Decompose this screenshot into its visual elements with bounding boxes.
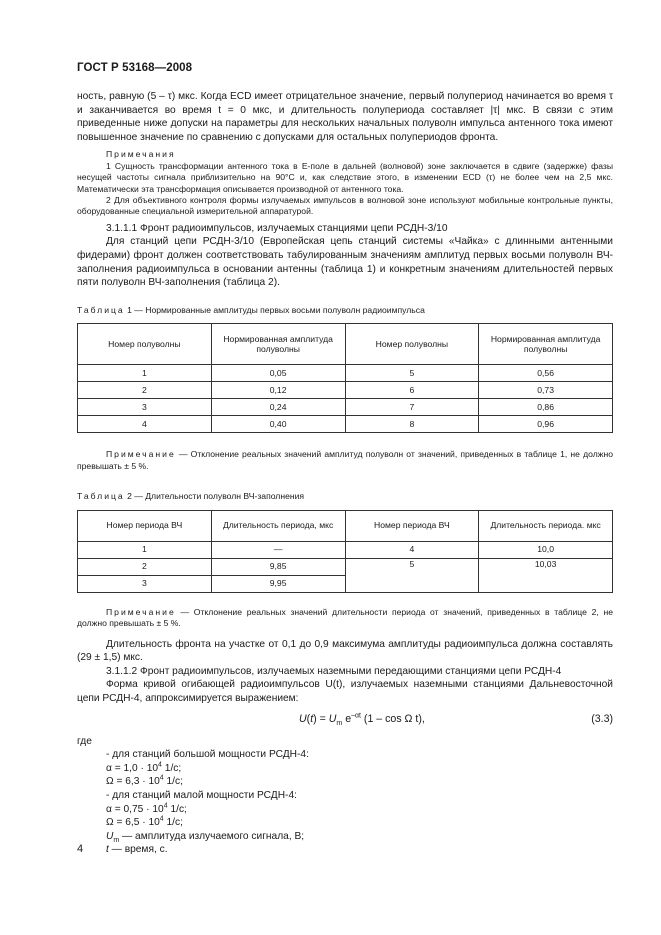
table-row (78, 382, 613, 399)
table-cell: 2 (78, 382, 212, 399)
table1-label: Таблица (77, 304, 125, 315)
table-header-cell: Нормированная амплитуда полуволны (211, 324, 345, 365)
table-cell: 5 (345, 365, 479, 382)
variable-omega-big: $\Omega = 6,3 \cdot 10^4$ 1/с; (106, 774, 183, 788)
page-content (77, 90, 613, 857)
section-3112-text: Форма кривой огибающей радиоимпульсов U(t), излучаемых наземными станциями Дальневосточной цепи РСДН-4, аппроксимируется выражением: (77, 679, 613, 704)
table1-note-text: — Отклонение реальных значений амплитуд полуволн от значений, приведенных в таблице 1, не должно превышать ± 5 %. (77, 449, 613, 471)
section-3111-title: 3.1.1.1 Фронт радиоимпульсов, излучаемых станциями цепи РСДН-3/10 (106, 222, 448, 234)
variable-um: $U_m$ — амплитуда излучаемого сигнала, В; (106, 830, 305, 844)
table2-note-text: — Отклонение реальных значений длительности периода от значений, приведенных в таблице 2, не должно превышать ± 5 %. (77, 606, 613, 629)
where-label: где (77, 735, 92, 747)
notes-block (77, 149, 613, 217)
front-duration-text: Длительность фронта на участке от 0,1 до 0,9 максимума амплитуды радиоимпульса должна составлять (29 ± 1,5) мкс. (77, 638, 613, 664)
notes-heading: Примечания (106, 149, 176, 160)
table-header-cell: Длительность периода. мкс (479, 510, 613, 541)
table2-caption-text: 2 — Длительности полуволн ВЧ-заполнения (127, 491, 305, 502)
table-header-row (78, 324, 613, 365)
table-cell: 8 (345, 416, 479, 433)
table-cell: 10,03 (479, 558, 613, 592)
table-header-cell: Номер периода ВЧ (78, 510, 212, 541)
table-header-cell: Нормированная амплитуда полуволны (479, 324, 613, 365)
table-cell: 1 (78, 541, 212, 558)
table-cell: 4 (345, 541, 479, 558)
table-cell: 3 (78, 575, 212, 592)
table-cell: 0,12 (211, 382, 345, 399)
table-cell: 0,05 (211, 365, 345, 382)
document-header: ГОСТ Р 53168—2008 (77, 62, 193, 74)
table1-note (77, 449, 613, 472)
table-cell: 0,56 (479, 365, 613, 382)
table-cell: 7 (345, 399, 479, 416)
variable-omega-small: $\Omega = 6,5 \cdot 10^4$ 1/с; (106, 815, 183, 829)
variable-alpha-big: $\alpha = 1,0 \cdot 10^4$ 1/с; (106, 761, 182, 774)
table-row (78, 416, 613, 433)
table-row (78, 558, 613, 575)
table-cell: 6 (345, 382, 479, 399)
table-header-row (78, 510, 613, 541)
formula-expression: $U(t) = U_m$ $e^{-\alpha t}$ (1 – cos Ω t), (299, 712, 425, 727)
table-header-cell: Номер периода ВЧ (345, 510, 479, 541)
table-cell: 5 (345, 558, 479, 592)
table-cell: 0,24 (211, 399, 345, 416)
table-row (78, 399, 613, 416)
table-cell: 9,95 (211, 575, 345, 592)
table-header-cell: Длительность периода, мкс (211, 510, 345, 541)
table2-caption (77, 490, 613, 504)
table-cell: 4 (78, 416, 212, 433)
formula-number: (3.3) (591, 712, 613, 725)
table-cell: 0,73 (479, 382, 613, 399)
table1-note-label: Примечание (106, 449, 176, 460)
variable-t: t — время, с. (106, 844, 168, 856)
table-cell: 10,0 (479, 541, 613, 558)
table-cell: 3 (78, 399, 212, 416)
table-cell: 2 (78, 558, 212, 575)
variables-small-title: - для станций малой мощности РСДН-4: (106, 789, 297, 801)
table-header-cell: Номер полуволны (345, 324, 479, 365)
variables-list (77, 748, 613, 857)
table2-note-label: Примечание (106, 606, 176, 617)
table2-note (77, 607, 613, 630)
table1-caption (77, 304, 613, 318)
table-cell: 0,96 (479, 416, 613, 433)
table-cell: 9,85 (211, 558, 345, 575)
variable-alpha-small: $\alpha = 0,75 \cdot 10^4$ 1/с; (106, 802, 187, 815)
note-1: 1 Сущность трансформации антенного тока в Е-поле в дальней (волновой) зоне заключается в сдвиге (задержке) фазы несущей частоты сигнала приблизительно на 90°С и, как следствие этого, в изменении ECD (τ) не более чем на 2,5 мкс. Математически эта трансформация описывается производной от антенного тока. (77, 160, 613, 194)
table-cell: — (211, 541, 345, 558)
page-number: 4 (77, 843, 84, 855)
table-header-cell: Номер полуволны (78, 324, 212, 365)
table-cell: 0,86 (479, 399, 613, 416)
section-3112-title: 3.1.1.2 Фронт радиоимпульсов, излучаемых наземными передающими станциями цепи РСДН-4 (106, 665, 562, 677)
table-row (78, 541, 613, 558)
table2-label: Таблица (77, 491, 125, 502)
section-3111-text: Для станций цепи РСДН-3/10 (Европейская цепь станций системы «Чайка» с длинными антенными фидерами) фронт должен соответствовать табулированным значениям амплитуд первых восьми полуволн ВЧ-заполнения радиоимпульса в основании антенны (таблица 1) и конкретным значениям длительностей первых пяти полуволн ВЧ-заполнения (таблица 2). (77, 236, 613, 289)
variables-big-title: - для станций большой мощности РСДН-4: (106, 749, 309, 761)
formula-3-3 (77, 709, 613, 735)
table-2 (77, 510, 613, 593)
table-1 (77, 323, 613, 433)
table-row (78, 365, 613, 382)
note-2: 2 Для объективного контроля формы излучаемых импульсов в волновой зоне используют мобильные контрольные пункты, оборудованные специальной измерительной аппаратурой. (77, 195, 613, 217)
paragraph-continuation: ность, равную (5 – τ) мкс. Когда ECD имеет отрицательное значение, первый полупериод начинается во время τ и заканчивается во время t = 0 мкс, и длительность полупериода составляет |τ| мкс. В связи с этим приведенные ниже допуски на параметры для нескольких начальных полуволн импульса антенного тока имеют повышенное значение по сравнению с допусками для остальных полупериодов фронта. (77, 91, 613, 143)
table-cell: 0,40 (211, 416, 345, 433)
table1-caption-text: 1 — Нормированные амплитуды первых восьми полуволн радиоимпульса (127, 304, 425, 315)
table-cell: 1 (78, 365, 212, 382)
